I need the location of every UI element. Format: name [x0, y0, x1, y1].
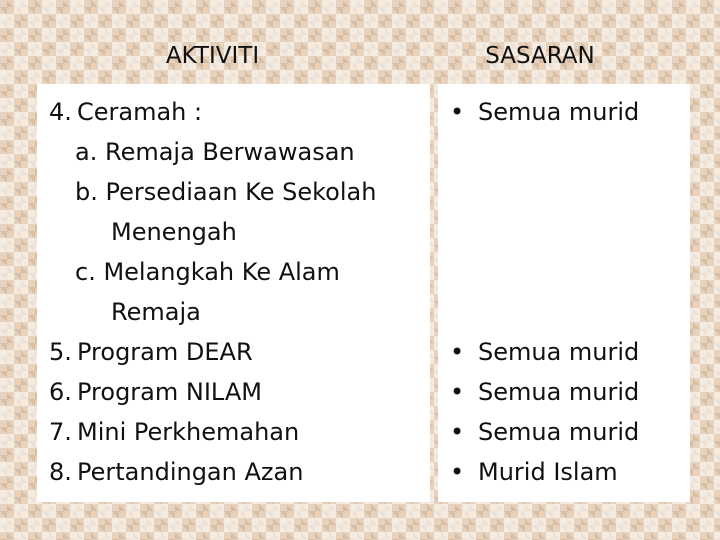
- activity-number: 8.: [49, 458, 72, 486]
- sub-item-a: [37, 132, 430, 172]
- activity-item-4: [37, 92, 430, 132]
- activity-item-5: [37, 332, 430, 372]
- spacer: [438, 132, 690, 332]
- sub-item-c-continuation: [37, 292, 430, 332]
- activity-number: 7.: [49, 418, 72, 446]
- target-item-8: [438, 452, 690, 492]
- target-text: Murid Islam: [478, 458, 618, 486]
- bullet: •: [450, 98, 465, 126]
- header-aktiviti: AKTIVITI: [165, 43, 260, 69]
- sub-item-text: a. Remaja Berwawasan: [75, 138, 355, 166]
- target-item-6: [438, 372, 690, 412]
- target-text: Semua murid: [478, 418, 640, 446]
- target-item-5: [438, 332, 690, 372]
- activity-text: Ceramah :: [77, 98, 203, 126]
- bullet: •: [450, 338, 465, 366]
- sub-item-text: Remaja: [111, 298, 201, 326]
- activities-column: [37, 84, 430, 502]
- activity-text: Mini Perkhemahan: [77, 418, 300, 446]
- target-item-7: [438, 412, 690, 452]
- bullet: •: [450, 378, 465, 406]
- bullet: •: [450, 458, 465, 486]
- activity-text: Pertandingan Azan: [77, 458, 304, 486]
- sub-item-text: Menengah: [111, 218, 237, 246]
- targets-column: [438, 84, 690, 502]
- target-item-4: [438, 92, 690, 132]
- target-text: Semua murid: [478, 378, 640, 406]
- bullet: •: [450, 418, 465, 446]
- sub-item-b-continuation: [37, 212, 430, 252]
- sub-item-text: c. Melangkah Ke Alam: [75, 258, 340, 286]
- target-text: Semua murid: [478, 338, 640, 366]
- activity-text: Program DEAR: [77, 338, 253, 366]
- activity-item-7: [37, 412, 430, 452]
- sub-item-c: [37, 252, 430, 292]
- activity-item-8: [37, 452, 430, 492]
- target-text: Semua murid: [478, 98, 640, 126]
- activity-text: Program NILAM: [77, 378, 262, 406]
- sub-item-b: [37, 172, 430, 212]
- activity-item-6: [37, 372, 430, 412]
- activity-number: 5.: [49, 338, 72, 366]
- header-sasaran: SASARAN: [485, 43, 595, 69]
- activity-number: 4.: [49, 98, 72, 126]
- sub-item-text: b. Persediaan Ke Sekolah: [75, 178, 377, 206]
- activity-number: 6.: [49, 378, 72, 406]
